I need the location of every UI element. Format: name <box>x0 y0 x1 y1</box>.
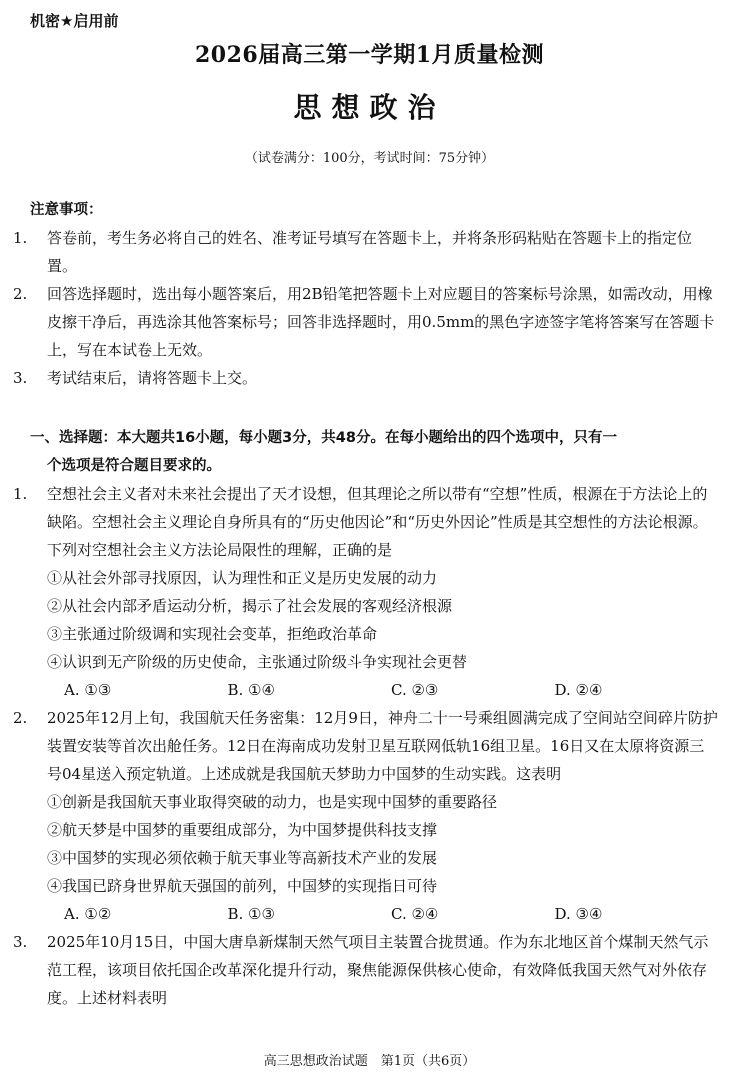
statement-item: ③中国梦的实现必须依赖于航天事业等高新技术产业的发展 <box>47 849 438 867</box>
answer-options <box>30 676 718 704</box>
question-stem: 1. 空想社会主义者对未来社会提出了天才设想，但其理论之所以带有“空想”性质，根源在于方法论上的缺陷。空想社会主义理论自身所具有的“历史他因论”和“历史外因论”性质是其空想性的方法论根源。下列对空想社会主义方法论局限性的理解，正确的是 <box>13 485 708 559</box>
note-item: 2. 回答选择题时，选出每小题答案后，用2B铅笔把答题卡上对应题目的答案标号涂黑，如需改动，用橡皮擦干净后，再选涂其他答案标号；回答非选择题时，用0.5mm的黑色字迹签字笔将答案写在答题卡上，写在本试卷上无效。 <box>13 285 715 359</box>
option-b: B. ①④ <box>227 681 275 699</box>
exam-info: （试卷满分：100分，考试时间：75分钟） <box>244 151 495 166</box>
option-c: C. ②④ <box>391 905 439 923</box>
notes-section <box>13 196 718 392</box>
section-heading: 一、选择题：本大题共16小题，每小题3分，共48分。在每小题给出的四个选项中，只有一 <box>30 430 617 446</box>
secret-mark: 机密★启用前 <box>30 12 119 30</box>
statement-item: ④认识到无产阶级的历史使命，主张通过阶级斗争实现社会更替 <box>47 653 468 671</box>
statement-item: ③主张通过阶级调和实现社会变革，拒绝政治革命 <box>47 625 378 643</box>
statement-item: ①从社会外部寻找原因，认为理性和正义是历史发展的动力 <box>47 569 438 587</box>
question-stem: 2. 2025年12月上旬，我国航天任务密集：12月9日，神舟二十一号乘组圆满完成了空间站空间碎片防护装置安装等首次出舱任务。12日在海南成功发射卫星互联网低轨16组卫星。16日又在太原将资源三号04星送入预定轨道。上述成就是我国航天梦助力中国梦的生动实践。这表明 <box>13 709 718 783</box>
question-3 <box>13 928 718 1012</box>
subject-title: 思想政治 <box>293 91 446 124</box>
statement-item: ④我国已跻身世界航天强国的前列，中国梦的实现指日可待 <box>47 877 438 895</box>
question-1 <box>13 480 718 704</box>
statement-item: ①创新是我国航天事业取得突破的动力，也是实现中国梦的重要路径 <box>47 793 498 811</box>
option-b: B. ①③ <box>227 905 275 923</box>
statement-item: ②航天梦是中国梦的重要组成部分，为中国梦提供科技支撑 <box>47 821 438 839</box>
question-2 <box>13 704 718 928</box>
option-d: D. ②④ <box>554 681 603 699</box>
exam-title: 2026届高三第一学期1月质量检测 <box>194 42 545 68</box>
section-heading-cont: 个选项是符合题目要求的。 <box>47 458 221 474</box>
answer-options <box>30 900 718 928</box>
option-c: C. ②③ <box>391 681 439 699</box>
note-item: 1. 答卷前，考生务必将自己的姓名、准考证号填写在答题卡上，并将条形码粘贴在答题卡上的指定位置。 <box>13 229 693 275</box>
note-item: 3. 考试结束后，请将答题卡上交。 <box>13 369 258 387</box>
page-footer: 高三思想政治试题 第1页（共6页） <box>263 1054 476 1069</box>
section-1 <box>13 424 718 1012</box>
option-a: A. ①③ <box>64 681 112 699</box>
notes-heading: 注意事项： <box>30 202 103 218</box>
question-stem: 3. 2025年10月15日，中国大唐阜新煤制天然气项目主装置合拢贯通。作为东北地区首个煤制天然气示范工程，该项目依托国企改革深化提升行动，聚焦能源保供核心使命，有效降低我国天然气对外依存度。上述材料表明 <box>13 933 709 1007</box>
statement-item: ②从社会内部矛盾运动分析，揭示了社会发展的客观经济根源 <box>47 597 453 615</box>
option-a: A. ①② <box>64 905 112 923</box>
option-d: D. ③④ <box>554 905 603 923</box>
